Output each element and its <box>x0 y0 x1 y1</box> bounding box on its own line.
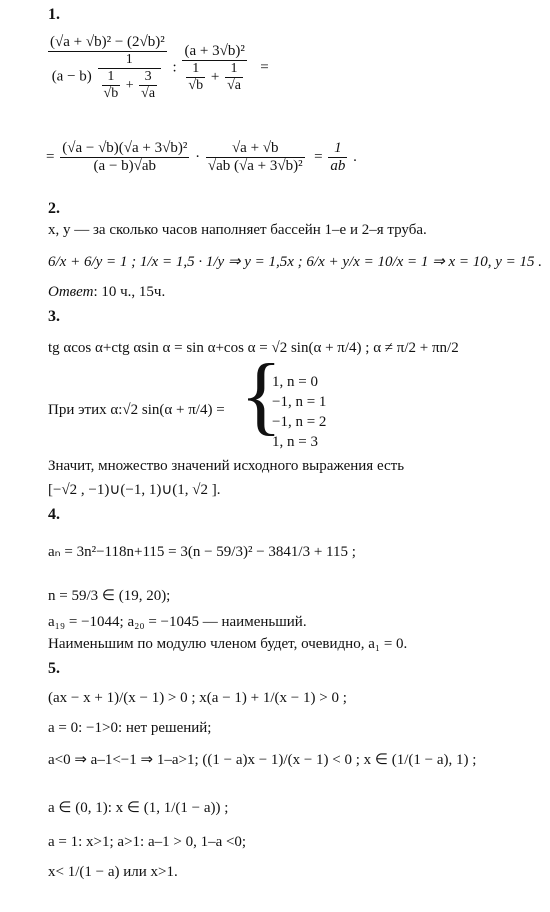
section-1-line-2: = $\frac{\text{(√a − √b)(√a + 3√b)²}}{(a - b)√ab}$ · $\frac{√a + √b}{\text{√ab (√a + 3√b)²}}$ = $\frac{1}{ab}$ . <box>46 140 357 175</box>
cases-brace: { <box>240 347 283 444</box>
section-4-line-4: Наименьшим по модулю членом будет, очевидно, a₁ = 0. <box>48 636 408 652</box>
section-3-cases: 1, n = 0 −1, n = 1 −1, n = 2 1, n = 3 <box>272 374 327 450</box>
section-5-line-6: x< 1/(1 − a) или x>1. <box>48 864 178 880</box>
section-3-conclusion: Значит, множество значений исходного выражения есть <box>48 458 405 474</box>
section-5-line-4: a ∈ (0, 1): x ∈ (1, 1/(1 − a)) ; <box>48 800 229 816</box>
s1-right-fraction: (a + 3√b)² $\frac{1}{√b}$ + $\frac{1}{√a}$ <box>182 43 247 94</box>
section-5-line-1: (ax − x + 1)/(x − 1) > 0 ; x(a − 1) + 1/(x − 1) > 0 ; <box>48 690 347 706</box>
section-1-number: 1. <box>48 6 60 23</box>
section-2-answer: Ответ: 10 ч., 15ч. <box>48 284 166 300</box>
section-3-number: 3. <box>48 308 60 325</box>
s1-left-numerator: (√a + √b)² − (2√b)² <box>50 34 165 50</box>
section-5-line-3: a<0 ⇒ a–1<−1 ⇒ 1–a>1; ((1 − a)x − 1)/(x − 1) < 0 ; x ∈ (1/(1 − a), 1) ; <box>48 752 477 768</box>
section-4-line-3: a₁₉ = −1044; a₂₀ = −1045 — наименьший. <box>48 614 307 630</box>
section-3-set: [−√2 , −1)∪(−1, 1)∪(1, √2 ]. <box>48 482 221 498</box>
section-3-line-1: tg αcos α+ctg αsin α = sin α+cos α = √2 sin(α + π/4) ; α ≠ π/2 + πn/2 <box>48 340 459 356</box>
section-2-intro: x, y — за сколько часов наполняет бассейн 1–е и 2–я труба. <box>48 222 427 238</box>
section-5-number: 5. <box>48 660 60 677</box>
section-5-line-2: a = 0: −1>0: нет решений; <box>48 720 212 736</box>
section-4-number: 4. <box>48 506 60 523</box>
section-4-line-1: aₙ = 3n²−118n+115 = 3(n − 59/3)² − 3841/3 + 115 ; <box>48 544 356 560</box>
section-2-equations: 6/x + 6/y = 1 ; 1/x = 1,5 · 1/y ⇒ y = 1,5x ; 6/x + y/x = 10/x = 1 ⇒ x = 10, y = 15 . <box>48 254 543 270</box>
section-2-number: 2. <box>48 200 60 217</box>
section-5-line-5: a = 1: x>1; a>1: a–1 > 0, 1–a <0; <box>48 834 247 850</box>
section-4-line-2: n = 59/3 ∈ (19, 20); <box>48 588 171 604</box>
section-1-line-1: (√a + √b)² − (2√b)² (a − b) 1 $\frac{1}{√b}$ + $\frac{3}{√a}$ : (a + 3√b)² $\frac{1}{√b}$ + $\frac{1}{√a}$ = <box>50 34 269 102</box>
s1-left-fraction: (√a + √b)² − (2√b)² (a − b) 1 $\frac{1}{√b}$ + $\frac{3}{√a}$ <box>50 34 165 102</box>
section-3-pri: При этих α:√2 sin(α + π/4) = <box>48 402 225 418</box>
